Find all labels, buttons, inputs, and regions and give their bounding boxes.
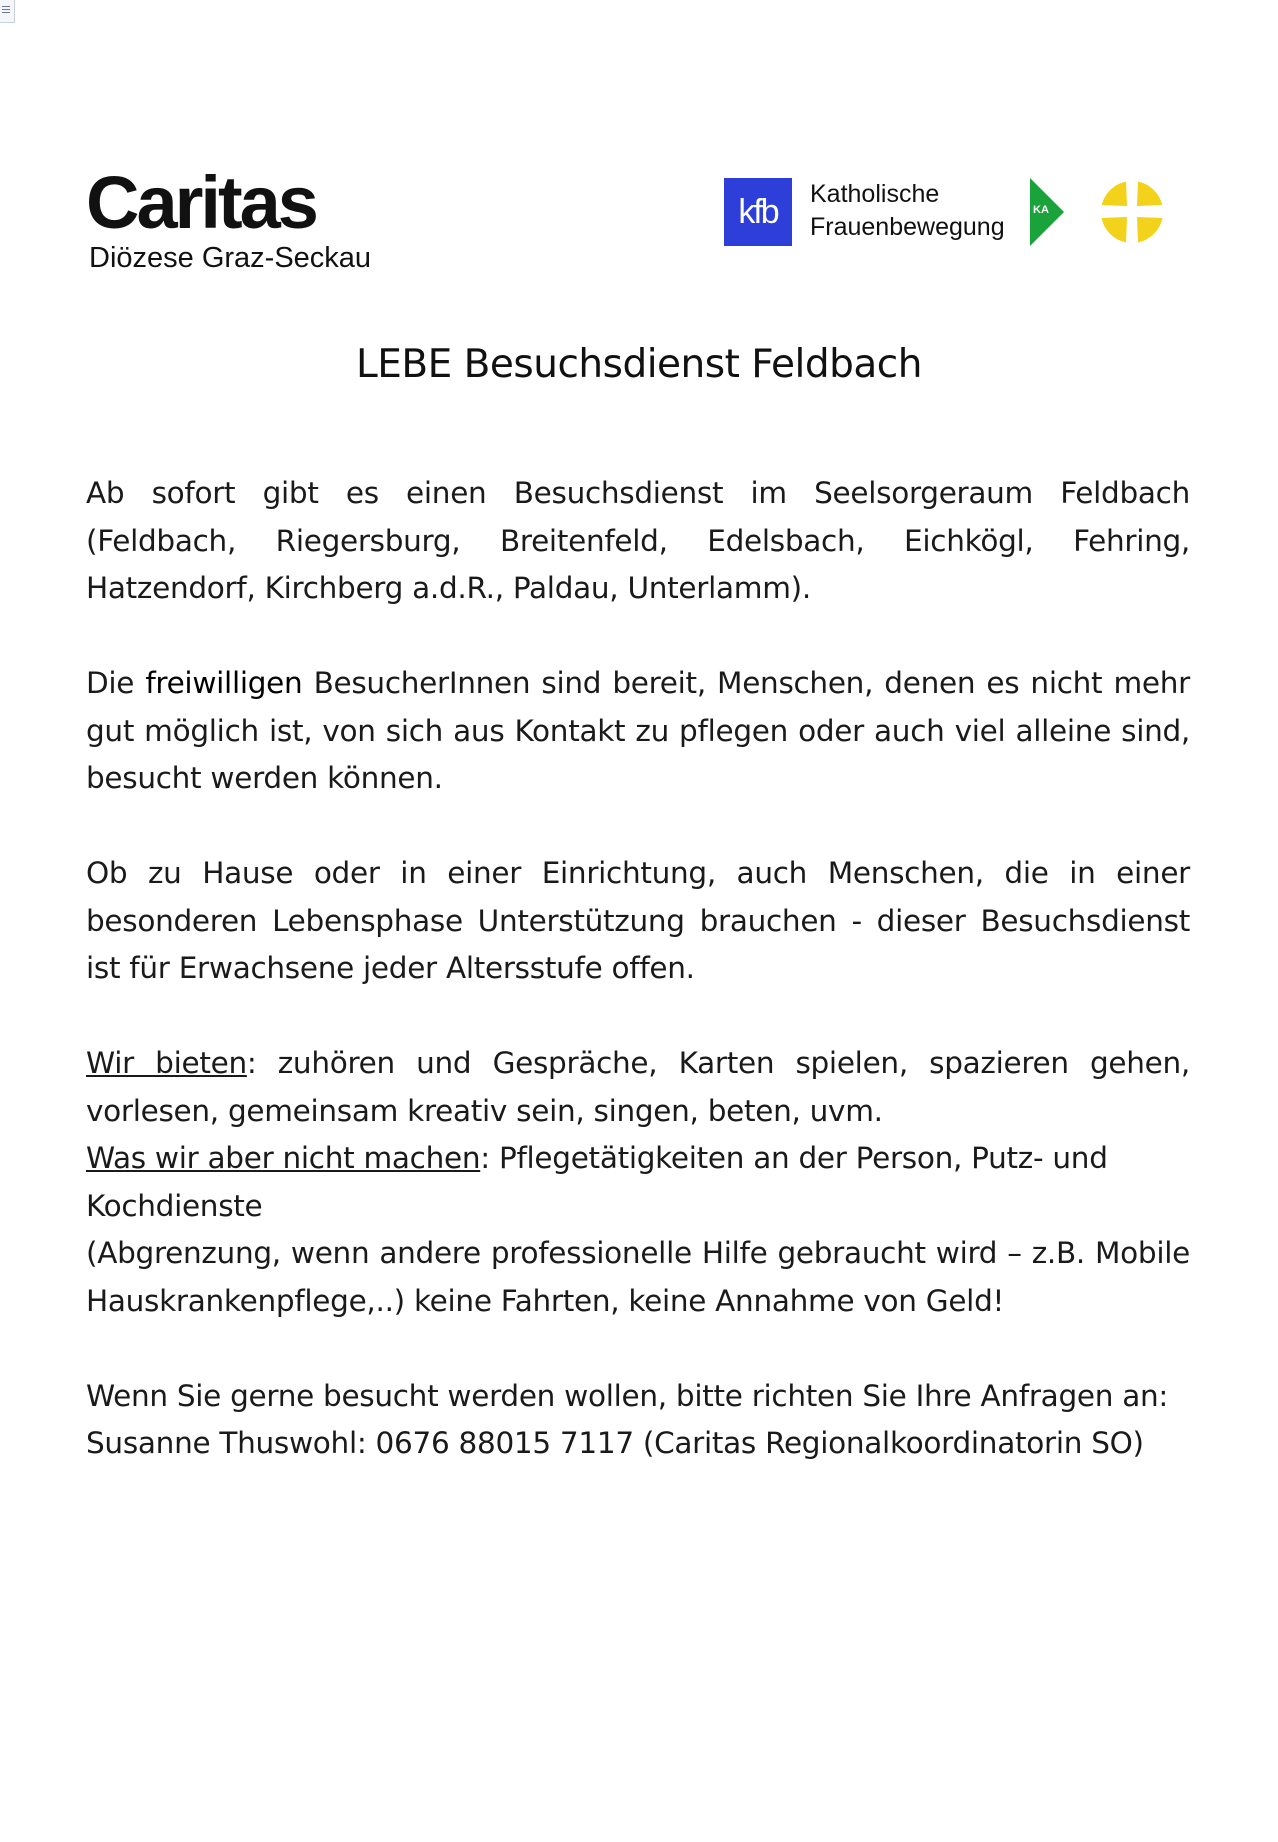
kfb-name-line2: Frauenbewegung xyxy=(810,213,1005,241)
document-body xyxy=(86,470,1190,1468)
corner-document-icon xyxy=(0,0,15,23)
kfb-name-line1: Katholische xyxy=(810,180,940,208)
ka-triangle-icon xyxy=(1030,178,1064,246)
document-title: LEBE Besuchsdienst Feldbach xyxy=(356,342,922,387)
offer-text: : zuhören und Gespräche, Karten spielen, spazieren gehen, vorlesen, gemeinsam kreativ sein, singen, beten, uvm. xyxy=(86,1046,1190,1128)
not-offered-text: : Pflegetätigkeiten an der Person, Putz- und Kochdienste xyxy=(86,1141,1108,1223)
ka-mark-text: KA xyxy=(1033,204,1049,216)
caritas-logo xyxy=(86,161,406,274)
volunteers-paragraph-rest: BesucherInnen sind bereit, Menschen, denen es nicht mehr gut möglich ist, von sich aus Kontakt zu pflegen oder auch viel alleine sind, besucht werden können. xyxy=(86,666,1190,795)
volunteers-paragraph-start: Die xyxy=(86,666,146,700)
not-offered-paragraph xyxy=(86,1135,1190,1230)
intro-paragraph: Ab sofort gibt es einen Besuchsdienst im Seelsorgeraum Feldbach (Feldbach, Riegersburg, Breitenfeld, Edelsbach, Eichkögl, Fehring, Hatzendorf, Kirchberg a.d.R., Paldau, Unterlamm). xyxy=(86,476,1190,605)
kfb-logo xyxy=(724,178,1164,246)
not-offered-note: (Abgrenzung, wenn andere professionelle Hilfe gebraucht wird – z.B. Mobile Hauskrankenpflege,..) keine Fahrten, keine Annahme von Geld! xyxy=(86,1236,1190,1318)
volunteers-paragraph xyxy=(86,660,1190,803)
kfb-mark: kfb xyxy=(724,178,792,246)
not-offered-label: Was wir aber nicht machen xyxy=(86,1141,481,1175)
audience-paragraph: Ob zu Hause oder in einer Einrichtung, auch Menschen, die in einer besonderen Lebensphase Unterstützung brauchen - dieser Besuchsdienst ist für Erwachsene jeder Altersstufe offen. xyxy=(86,856,1190,985)
yellow-cross-icon xyxy=(1100,180,1164,244)
caritas-diocese-subtitle: Diözese Graz-Seckau xyxy=(89,242,372,274)
volunteers-emphasis: freiwilligen xyxy=(145,666,303,700)
contact-intro: Wenn Sie gerne besucht werden wollen, bitte richten Sie Ihre Anfragen an: xyxy=(86,1378,1169,1413)
kfb-name xyxy=(810,178,1005,244)
contact-line: Susanne Thuswohl: 0676 88015 7117 (Caritas Regionalkoordinatorin SO) xyxy=(86,1426,1144,1460)
caritas-wordmark: Caritas xyxy=(86,161,316,244)
offer-label: Wir bieten xyxy=(86,1046,247,1080)
offer-paragraph xyxy=(86,1040,1190,1135)
